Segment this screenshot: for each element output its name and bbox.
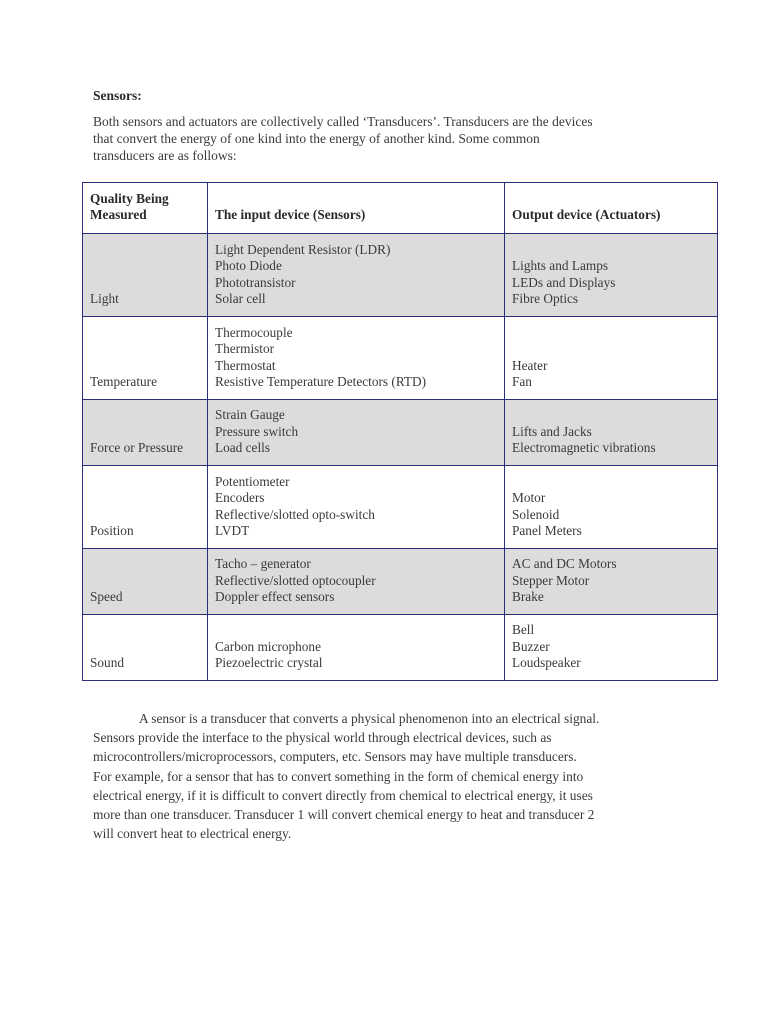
intro-line: transducers are as follows: — [93, 148, 237, 163]
quality-cell: Speed — [83, 549, 208, 615]
output-devices-cell — [505, 234, 718, 317]
input-device: Piezoelectric crystal — [215, 655, 323, 671]
quality-cell: Position — [83, 466, 208, 549]
output-device: Motor — [512, 490, 546, 506]
output-device: Fibre Optics — [512, 291, 579, 307]
output-devices-cell — [505, 466, 718, 549]
input-device: Solar cell — [215, 291, 266, 307]
output-device: Loudspeaker — [512, 655, 581, 671]
quality-cell: Light — [83, 234, 208, 317]
header-quality-line: Quality Being — [90, 190, 169, 206]
input-device: Photo Diode — [215, 258, 282, 274]
table-header-row — [83, 183, 718, 234]
output-devices-cell — [505, 317, 718, 400]
input-device: Phototransistor — [215, 274, 296, 290]
input-devices-cell — [208, 317, 505, 400]
input-device: Carbon microphone — [215, 638, 321, 654]
output-device: Lifts and Jacks — [512, 423, 592, 439]
table-row — [83, 615, 718, 681]
output-device: Brake — [512, 589, 544, 605]
input-device: Reflective/slotted opto-switch — [215, 506, 375, 522]
quality-cell: Force or Pressure — [83, 400, 208, 466]
table-row — [83, 466, 718, 549]
quality-cell: Temperature — [83, 317, 208, 400]
section-heading: Sensors: — [93, 88, 142, 103]
intro-paragraph — [93, 113, 693, 164]
input-device: Reflective/slotted optocoupler — [215, 572, 376, 588]
header-input: The input device (Sensors) — [208, 183, 505, 234]
table-row — [83, 400, 718, 466]
input-device: Doppler effect sensors — [215, 589, 335, 605]
header-quality-line: Measured — [90, 207, 147, 223]
input-device: Thermistor — [215, 341, 275, 357]
body-line: more than one transducer. Transducer 1 will convert chemical energy to heat and transducer 2 — [93, 807, 595, 823]
input-devices-cell — [208, 234, 505, 317]
input-devices-cell — [208, 400, 505, 466]
input-devices-cell — [208, 466, 505, 549]
input-device: Potentiometer — [215, 473, 290, 489]
body-paragraph — [93, 709, 683, 843]
input-device: Encoders — [215, 490, 265, 506]
body-line: For example, for a sensor that has to convert something in the form of chemical energy into — [93, 768, 584, 784]
output-devices-cell — [505, 400, 718, 466]
output-device: Buzzer — [512, 638, 550, 654]
input-device: Thermostat — [215, 357, 276, 373]
transducers-table — [82, 182, 718, 681]
output-device: Solenoid — [512, 506, 560, 522]
header-quality — [83, 183, 208, 234]
input-devices-cell — [208, 549, 505, 615]
input-device: Strain Gauge — [215, 407, 285, 423]
input-device: LVDT — [215, 523, 250, 539]
body-line-text: A sensor is a transducer that converts a physical phenomenon into an electrical signal. — [139, 711, 600, 726]
body-line: Sensors provide the interface to the physical world through electrical devices, such as — [93, 730, 552, 746]
input-device: Load cells — [215, 440, 271, 456]
table-row — [83, 317, 718, 400]
input-device: Light Dependent Resistor (LDR) — [215, 241, 391, 257]
input-device: Thermocouple — [215, 324, 293, 340]
body-line: microcontrollers/microprocessors, computers, etc. Sensors may have multiple transducers. — [93, 749, 577, 765]
intro-line: that convert the energy of one kind into the energy of another kind. Some common — [93, 131, 540, 146]
input-device: Pressure switch — [215, 423, 299, 439]
quality-cell: Sound — [83, 615, 208, 681]
body-line: will convert heat to electrical energy. — [93, 826, 292, 842]
output-device: Fan — [512, 374, 532, 390]
output-device: Bell — [512, 622, 535, 638]
table-row — [83, 549, 718, 615]
output-device: AC and DC Motors — [512, 556, 617, 572]
input-devices-cell — [208, 615, 505, 681]
body-line: electrical energy, if it is difficult to convert directly from chemical to electrical energy, it uses — [93, 787, 593, 803]
input-device: Tacho – generator — [215, 556, 311, 572]
body-line — [93, 709, 683, 728]
output-device: Lights and Lamps — [512, 258, 609, 274]
output-devices-cell — [505, 615, 718, 681]
input-device: Resistive Temperature Detectors (RTD) — [215, 374, 427, 390]
output-device: Stepper Motor — [512, 572, 590, 588]
output-device: Panel Meters — [512, 523, 582, 539]
intro-line: Both sensors and actuators are collectively called ‘Transducers’. Transducers are the devices — [93, 114, 593, 129]
table-row — [83, 234, 718, 317]
output-device: Electromagnetic vibrations — [512, 440, 656, 456]
output-devices-cell — [505, 549, 718, 615]
output-device: Heater — [512, 357, 548, 373]
output-device: LEDs and Displays — [512, 274, 616, 290]
header-output: Output device (Actuators) — [505, 183, 718, 234]
